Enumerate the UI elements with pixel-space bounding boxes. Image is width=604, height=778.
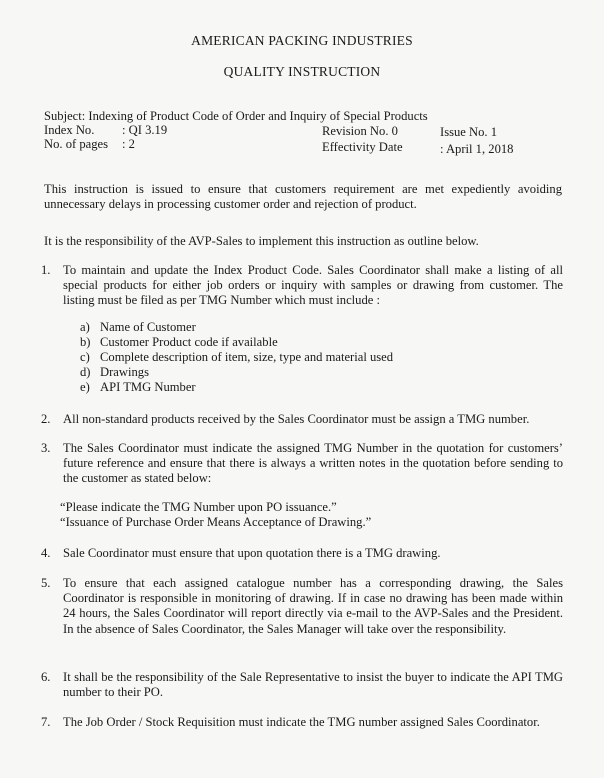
effectivity-value: : April 1, 2018 (440, 142, 514, 156)
item-1-number: 1. (41, 263, 51, 277)
sublist-e-text: API TMG Number (100, 380, 196, 394)
item-5-number: 5. (41, 576, 51, 590)
sublist-d-text: Drawings (100, 365, 149, 379)
item-5-text: To ensure that each assigned catalogue number has a corresponding drawing, the Sales Coordinator is responsible in monitoring of drawing. If in case no drawing has been made within 24 hours, the Sales Coordinator will report directly via e-mail to the AVP-Sales and the President. In the absence of Sales Coordinator, the Sales Manager will take over the responsibility. (63, 576, 563, 636)
item-7-number: 7. (41, 715, 51, 729)
index-value: : QI 3.19 (122, 123, 168, 137)
sublist-b-letter: b) (80, 335, 91, 349)
sublist-c-letter: c) (80, 350, 90, 364)
item-3-text: The Sales Coordinator must indicate the assigned TMG Number in the quotation for customers’ future reference and ensure that there is always a written notes in the quotation before sending to the customer as stated below: (63, 441, 563, 486)
item-6-text: It shall be the responsibility of the Sale Representative to insist the buyer to indicate the API TMG number to their PO. (63, 670, 563, 700)
document-type: QUALITY INSTRUCTION (223, 64, 381, 79)
sublist-b-text: Customer Product code if available (100, 335, 278, 349)
sublist-c-text: Complete description of item, size, type and material used (100, 350, 394, 364)
item-3-number: 3. (41, 441, 51, 455)
pages-value: : 2 (122, 137, 135, 151)
responsibility-paragraph: It is the responsibility of the AVP-Sales to implement this instruction as outline below. (44, 234, 479, 248)
quote-2: “Issuance of Purchase Order Means Acceptance of Drawing.” (60, 515, 372, 529)
index-label: Index No. (44, 123, 95, 137)
revision-label: Revision No. 0 (322, 124, 398, 138)
sublist-a-text: Name of Customer (100, 320, 196, 334)
purpose-paragraph: This instruction is issued to ensure that customers requirement are met expediently avoiding unnecessary delays in processing customer order and rejection of product. (44, 182, 562, 212)
company-name: AMERICAN PACKING INDUSTRIES (191, 33, 413, 48)
issue-label: Issue No. 1 (440, 125, 498, 139)
item-4-number: 4. (41, 546, 51, 560)
item-7-text: The Job Order / Stock Requisition must indicate the TMG number assigned Sales Coordinator. (63, 715, 540, 729)
sublist-a-letter: a) (80, 320, 90, 334)
item-2-number: 2. (41, 412, 51, 426)
sublist-e-letter: e) (80, 380, 90, 394)
item-2-text: All non-standard products received by the Sales Coordinator must be assign a TMG number. (63, 412, 530, 426)
item-6-number: 6. (41, 670, 51, 684)
item-4-text: Sale Coordinator must ensure that upon quotation there is a TMG drawing. (63, 546, 441, 560)
sublist-d-letter: d) (80, 365, 91, 379)
item-1-text: To maintain and update the Index Product Code. Sales Coordinator shall make a listing of all special products for either job orders or inquiry with samples or drawing from customer. The listing must be filed as per TMG Number which must include : (63, 263, 563, 308)
pages-label: No. of pages (44, 137, 109, 151)
quote-1: “Please indicate the TMG Number upon PO issuance.” (60, 500, 337, 514)
effectivity-label: Effectivity Date (322, 140, 403, 154)
subject-line: Subject: Indexing of Product Code of Order and Inquiry of Special Products (44, 109, 428, 123)
